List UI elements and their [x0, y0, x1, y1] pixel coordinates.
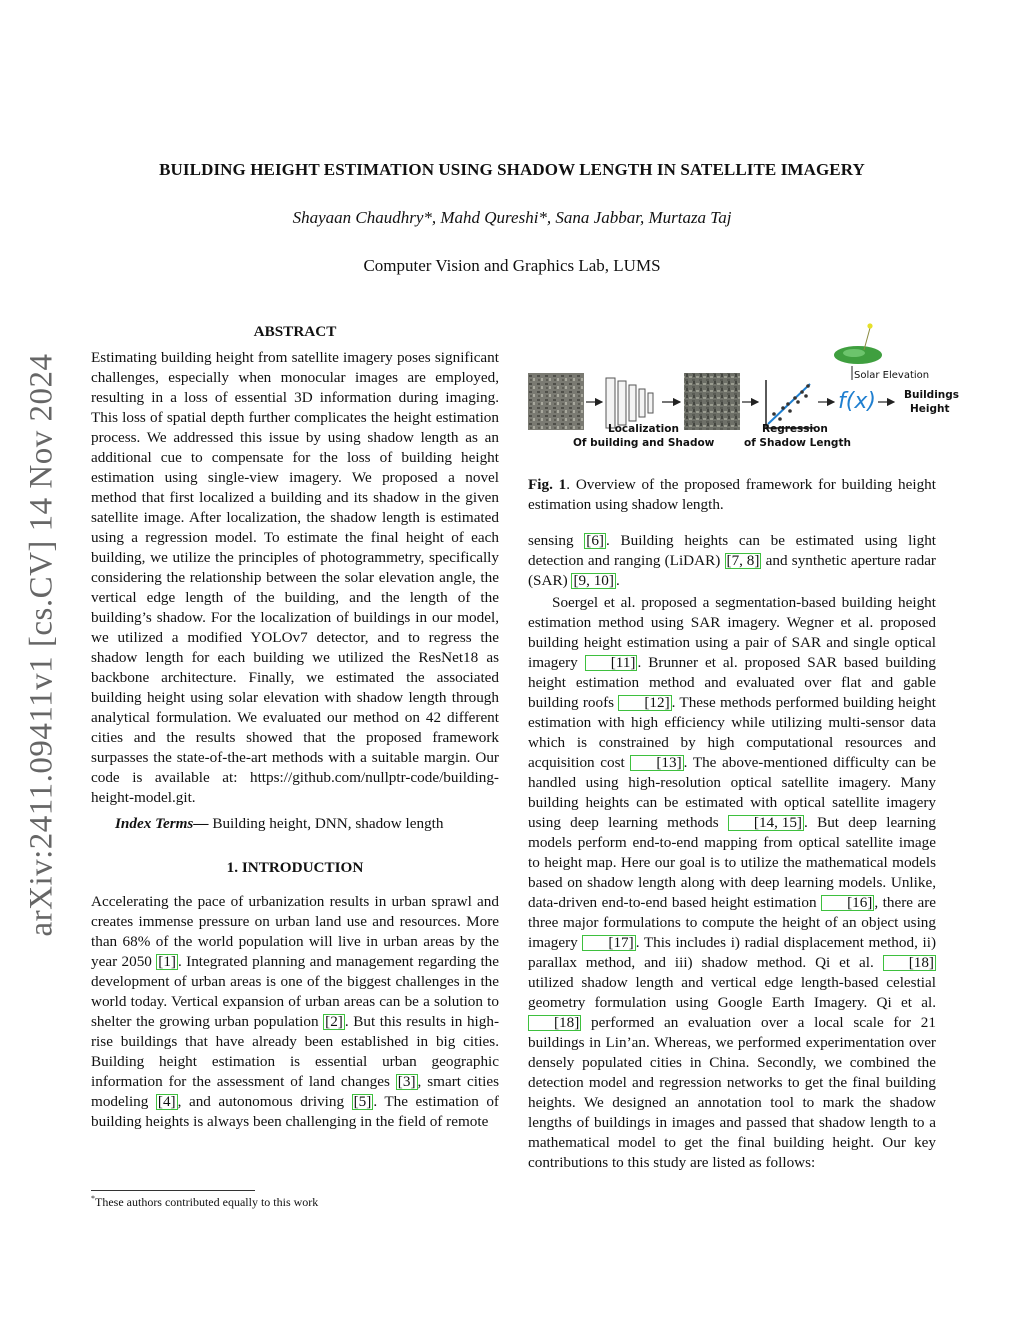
footnote-mark: *	[91, 1194, 95, 1203]
citation-link[interactable]: [1]	[158, 953, 176, 970]
intro-text: .	[615, 572, 620, 589]
figure-caption	[528, 475, 936, 515]
citation-link[interactable]: [2]	[325, 1013, 343, 1030]
right-column	[528, 475, 936, 1173]
figure-1	[528, 318, 960, 458]
intro-text: . Building heights can be estimated using light detection and ranging (LiDAR)	[528, 532, 937, 569]
function-fx-label: f(x)	[838, 389, 876, 414]
citation-link[interactable]: [3]	[397, 1073, 416, 1090]
localization-label-line2: Of building and Shadow	[573, 437, 715, 449]
citation-link[interactable]: [12]	[618, 695, 671, 711]
caption-text: . Overview of the proposed framework for building height estimation using shadow length.	[528, 476, 936, 513]
intro-text: utilized shadow length and vertical edge length-based celestial geometry formulation using Google Earth Imagery. Qi et al.	[528, 974, 936, 1011]
citation-link[interactable]: [4]	[157, 1093, 176, 1110]
detector-network-icon	[606, 378, 653, 428]
citation-link[interactable]: [7, 8]	[726, 552, 760, 569]
left-column	[91, 322, 499, 1132]
index-terms	[91, 814, 499, 834]
index-terms-text: Building height, DNN, shadow length	[208, 815, 444, 832]
intro-text: sensing	[528, 532, 585, 549]
footnote-text: These authors contributed equally to this work	[95, 1195, 319, 1209]
input-satellite-image	[528, 373, 584, 430]
intro-text: , and autonomous driving	[177, 1093, 352, 1110]
citation-link[interactable]: [16]	[821, 895, 874, 911]
citation-link[interactable]: [6]	[586, 532, 604, 549]
caption-label: Fig. 1	[528, 476, 567, 493]
intro-paragraph-1	[91, 892, 499, 1132]
arxiv-sidebar	[14, 345, 70, 945]
regression-label-line2: of Shadow Length	[744, 437, 851, 449]
citation-link[interactable]: [11]	[585, 655, 638, 671]
localization-label-line1: Localization	[608, 423, 679, 435]
regression-label-line1: Regression	[762, 423, 828, 435]
affiliation: Computer Vision and Graphics Lab, LUMS	[363, 256, 661, 275]
citation-link[interactable]: [17]	[582, 935, 635, 951]
introduction-heading: 1. INTRODUCTION	[226, 859, 364, 876]
localized-image	[684, 373, 740, 430]
output-label-line1: Buildings	[904, 389, 960, 401]
citation-link[interactable]: [18]	[883, 955, 936, 971]
intro-paragraph-1-continued	[528, 531, 936, 591]
footnote-rule	[91, 1190, 255, 1191]
footnote	[91, 1194, 499, 1210]
intro-text: . But this results in high-rise buildings that have already been established in big cities. Building height estimation is essential urban geographic information for the assessment of land changes	[91, 1013, 499, 1090]
citation-link[interactable]: [18]	[528, 1015, 581, 1031]
intro-text: . These methods performed building height estimation with high efficiency while utilizing multi-sensor data which is constrained by high computational resources and acquisition cost	[528, 694, 936, 771]
solar-elevation-label: Solar Elevation	[854, 370, 930, 381]
intro-text: , smart cities modeling	[91, 1073, 499, 1110]
abstract-text: Estimating building height from satellite imagery poses significant challenges, especially when monocular images are employed, resulting in a loss of essential 3D information during imaging. This loss of spatial depth further complicates the height estimation process. We addressed this issue by using shadow length as an additional cue to compensate for the loss of building height estimation using single-view imagery. We proposed a novel method that first localized a building and its shadow in the given satellite image. After localization, the shadow length is estimated using a regression model. To estimate the final height of each building, we utilize the principles of photogrammetry, specifically considering the relationship between the solar elevation angle, the vertical edge length of the building, and the length of the building’s shadow. For the localization of buildings in our model, we utilized a modified YOLOv7 detector, and to regress the shadow length for each building we utilized the ResNet18 as backbone architecture. Finally, we estimated the associated building height using solar elevation with shadow length through analytical formulation. We evaluated our method on 42 different cities and the results showed that the proposed framework surpasses the state-of-the-art methods with a suitable margin. Our code is available at: https://github.com/nullptr-code/building-height-model.git.	[91, 349, 499, 806]
intro-text: Accelerating the pace of urbanization results in urban sprawl and creates immense pressure on urban land use and resources. More than 68% of the world population will live in urban areas by the year 2050	[91, 893, 499, 970]
citation-link[interactable]: [9, 10]	[573, 572, 614, 589]
intro-text: . Integrated planning and management regarding the development of urban areas is one of the biggest challenges in the world today. Vertical expansion of urban areas can be a solution to shelter the growing urban population	[91, 953, 499, 1030]
paper-title: BUILDING HEIGHT ESTIMATION USING SHADOW LENGTH IN SATELLITE IMAGERY	[159, 160, 865, 179]
intro-text: . The above-mentioned difficulty can be handled using high-resolution optical satellite imagery. Many building heights can be estimated with optical satellite imagery using deep learning methods	[528, 754, 936, 831]
intro-text: . Brunner et al. proposed SAR based building height estimation method and evaluated over flat and gable building roofs	[528, 654, 936, 711]
citation-link[interactable]: [14, 15]	[728, 815, 804, 831]
intro-text: . This includes i) radial displacement method, ii) parallax method, and iii) shadow method. Qi et al.	[528, 934, 936, 971]
author-list: Shayaan Chaudhry*, Mahd Qureshi*, Sana Jabbar, Murtaza Taj	[292, 208, 732, 227]
output-label-line2: Height	[910, 403, 950, 415]
intro-text: performed an evaluation over a local scale for 21 buildings in Lin’an. Whereas, we performed experimentation over densely populated cities in China. Secondly, we combined the detection model and regression networks to get the final building heights. We designed an annotation tool to mark the shadow lengths of buildings in images and passed that shadow length to a mathematical model to get the final building height. Our key contributions to this study are listed as follows:	[528, 1014, 936, 1171]
arxiv-id: arXiv:2411.09411v1 [cs.CV] 14 Nov 2024	[23, 353, 60, 937]
citation-link[interactable]: [13]	[630, 755, 683, 771]
intro-text: . The estimation of building heights is always been challenging in the field of remote	[91, 1093, 499, 1130]
framework-diagram	[528, 318, 960, 458]
index-terms-label: Index Terms—	[115, 815, 209, 832]
abstract-heading: ABSTRACT	[253, 323, 337, 340]
intro-text: , there are three major formulations to compute the height of an object using imagery	[528, 894, 936, 951]
intro-text: . But deep learning models perform end-to-end mapping from optical satellite image to height map. Here our goal is to utilize the mathematical models based on shadow length along with deep learning models. Unlike, data-driven end-to-end based height estimation	[528, 814, 936, 911]
intro-paragraph-2	[528, 593, 936, 1173]
intro-text: and synthetic aperture radar (SAR)	[528, 552, 936, 589]
regression-plot-icon	[766, 380, 814, 428]
citation-link[interactable]: [5]	[353, 1093, 372, 1110]
intro-text: Soergel et al. proposed a segmentation-based building height estimation method using SAR imagery. Wegner et al. proposed building height estimation using a pair of SAR and single optical imagery	[528, 594, 936, 671]
